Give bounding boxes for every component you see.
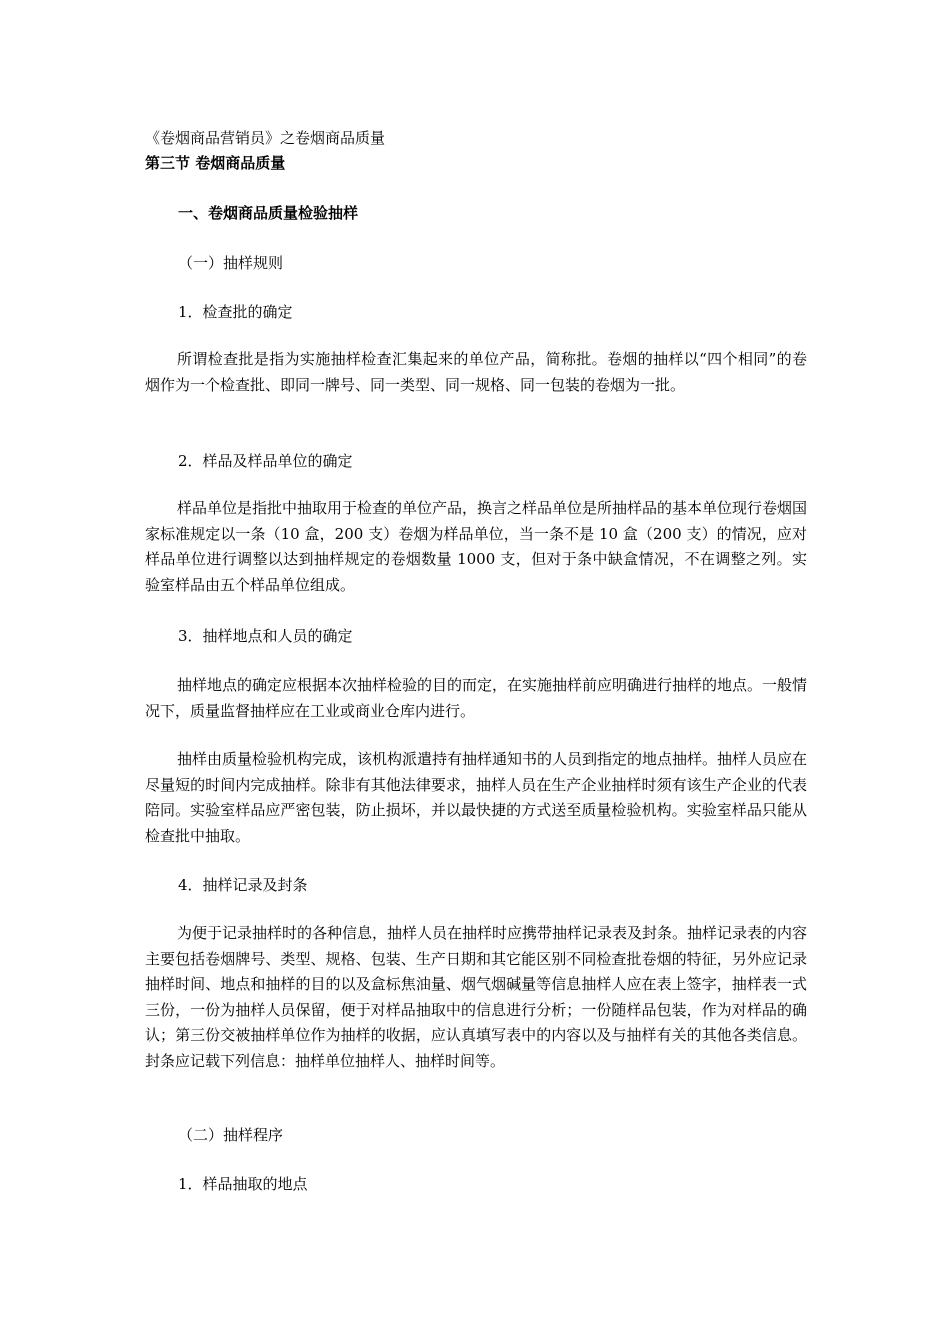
heading-1: 一、卷烟商品质量检验抽样 [178,204,359,222]
paragraph-record-seal: 为便于记录抽样时的各种信息，抽样人员在抽样时应携带抽样记录表及封条。抽样记录表的内容主要包括卷烟牌号、类型、规格、包装、生产日期和其它能区别不同检查批卷烟的特征，另外应记录抽样时间、地点和抽样的目的以及盒标焦油量、烟气烟碱量等信息抽样人应在表上签字，抽样表一式三份，一份为抽样人员保留，便于对样品抽取中的信息进行分析；一份随样品包装，作为对样品的确认；第三份交被抽样单位作为抽样的收据，应认真填写表中的内容以及与抽样有关的其他各类信息。封条应记载下列信息：抽样单位抽样人、抽样时间等。 [145,924,808,1070]
heading-3-record-seal: 4．抽样记录及封条 [178,876,308,894]
heading-3-sample-location: 1．样品抽取的地点 [178,1175,308,1193]
heading-2-sampling-rules: （一）抽样规则 [178,254,284,272]
paragraph-batch-definition: 所谓检查批是指为实施抽样检查汇集起来的单位产品，简称批。卷烟的抽样以“四个相同”的卷烟作为一个检查批、即同一牌号、同一类型、同一规格、同一包装的卷烟为一批。 [145,350,807,394]
document-header: 《卷烟商品营销员》之卷烟商品质量 [145,129,386,147]
heading-3-sample-unit: 2．样品及样品单位的确定 [178,452,353,470]
paragraph-location: 抽样地点的确定应根据本次抽样检验的目的而定，在实施抽样前应明确进行抽样的地点。一般情况下，质量监督抽样应在工业或商业仓库内进行。 [145,676,808,720]
heading-2-sampling-procedure: （二）抽样程序 [178,1126,284,1144]
paragraph-sample-unit: 样品单位是指批中抽取用于检查的单位产品，换言之样品单位是所抽样品的基本单位现行卷烟国家标准规定以一条（10 盒，200 支）卷烟为样品单位，当一条不是 10 盒（200 支）的情况，应对样品单位进行调整以达到抽样规定的卷烟数量 1000 支，但对于条中缺盒情况，不在调整之列。实验室样品由五个样品单位组成。 [145,499,808,594]
heading-3-batch: 1．检查批的确定 [178,303,293,321]
section-title: 第三节 卷烟商品质量 [145,154,286,172]
paragraph-personnel: 抽样由质量检验机构完成，该机构派遣持有抽样通知书的人员到指定的地点抽样。抽样人员应在尽量短的时间内完成抽样。除非有其他法律要求，抽样人员在生产企业抽样时须有该生产企业的代表陪同。实验室样品应严密包装，防止损坏，并以最快捷的方式送至质量检验机构。实验室样品只能从检查批中抽取。 [145,750,808,845]
heading-3-location-personnel: 3．抽样地点和人员的确定 [178,627,353,645]
